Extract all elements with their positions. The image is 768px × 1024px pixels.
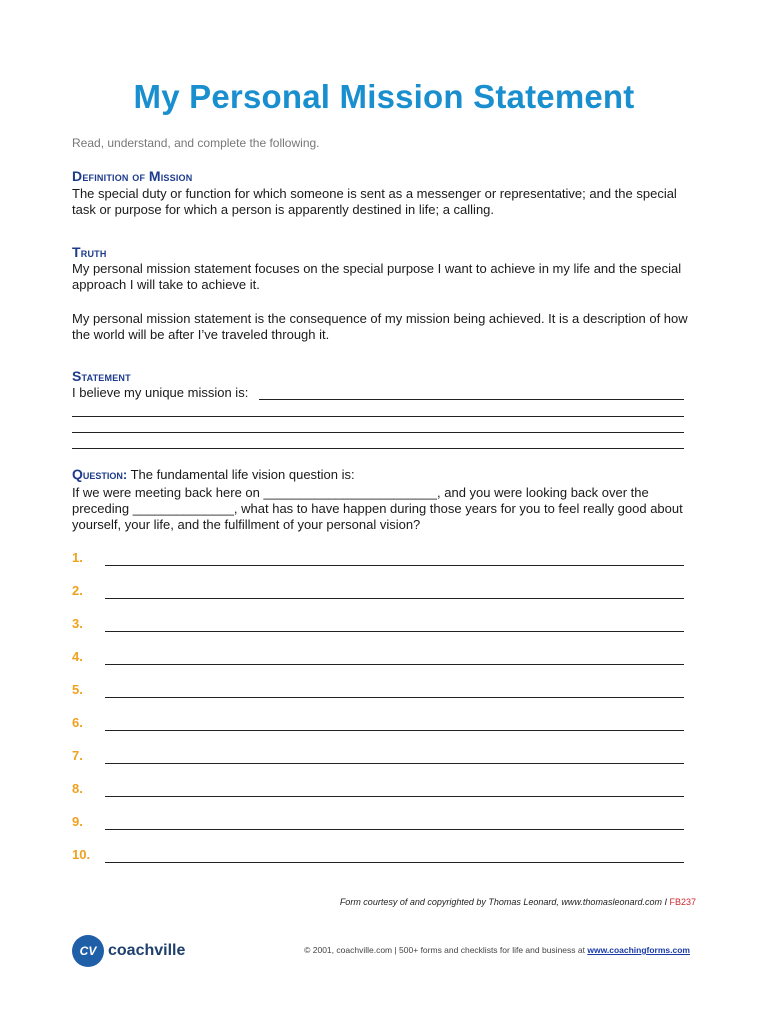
answer-number-2: 2.: [72, 583, 83, 598]
answer-number-9: 9.: [72, 814, 83, 829]
answer-number-4: 4.: [72, 649, 83, 664]
answer-number-3: 3.: [72, 616, 83, 631]
copyright-credit: Form courtesy of and copyrighted by Thomas Leonard, www.thomasleonard.com I FB237: [339, 897, 696, 907]
cv-logo-icon: CV: [72, 935, 104, 967]
question-heading: Question: The fundamental life vision question is:: [72, 466, 355, 482]
answer-line-7[interactable]: [105, 763, 684, 764]
intro-text: Read, understand, and complete the following.: [72, 136, 320, 150]
truth-text-1: My personal mission statement focuses on the special purpose I want to achieve in my life and the special approach I will take to achieve it.: [72, 261, 682, 292]
definition-heading: Definition of Mission: [72, 168, 193, 184]
coachingforms-link[interactable]: www.coachingforms.com: [587, 945, 690, 955]
logo-wordmark: coachville: [108, 942, 186, 959]
answer-line-6[interactable]: [105, 730, 684, 731]
answer-number-6: 6.: [72, 715, 83, 730]
answer-line-9[interactable]: [105, 829, 684, 830]
statement-prompt: I believe my unique mission is:: [72, 385, 249, 400]
answer-line-5[interactable]: [105, 697, 684, 698]
statement-line-4[interactable]: [72, 448, 684, 449]
page-title: My Personal Mission Statement: [133, 78, 635, 115]
answer-line-4[interactable]: [105, 664, 684, 665]
answer-line-2[interactable]: [105, 598, 684, 599]
answer-number-10: 10.: [72, 847, 91, 862]
statement-line-2[interactable]: [72, 416, 684, 417]
answer-line-10[interactable]: [105, 862, 684, 863]
answer-line-1[interactable]: [105, 565, 684, 566]
answer-number-7: 7.: [72, 748, 83, 763]
coachville-logo: [72, 935, 185, 967]
statement-heading: Statement: [72, 368, 131, 384]
form-code: FB237: [669, 897, 696, 907]
answer-line-3[interactable]: [105, 631, 684, 632]
answer-line-8[interactable]: [105, 796, 684, 797]
truth-text-2: My personal mission statement is the consequence of my mission being achieved. It is a description of how the world will be after I’ve traveled through it.: [72, 311, 688, 342]
truth-heading: Truth: [72, 244, 107, 260]
definition-text: The special duty or function for which someone is sent as a messenger or representative; and the special task or purpose for which a person is apparently destined in life; a calling.: [72, 186, 677, 217]
statement-line-3[interactable]: [72, 432, 684, 433]
answer-number-8: 8.: [72, 781, 83, 796]
answer-number-1: 1.: [72, 550, 83, 565]
footer-text: © 2001, coachville.com | 500+ forms and checklists for life and business at www.coachingforms.com: [304, 945, 690, 955]
question-text: If we were meeting back here on ________________________, and you were looking back over the preceding ______________, what has to have happen during those years for you to feel really good about yourself, your life, and the fulfillment of your personal vision?: [72, 485, 683, 532]
answer-number-5: 5.: [72, 682, 83, 697]
statement-line-1[interactable]: [259, 399, 684, 400]
